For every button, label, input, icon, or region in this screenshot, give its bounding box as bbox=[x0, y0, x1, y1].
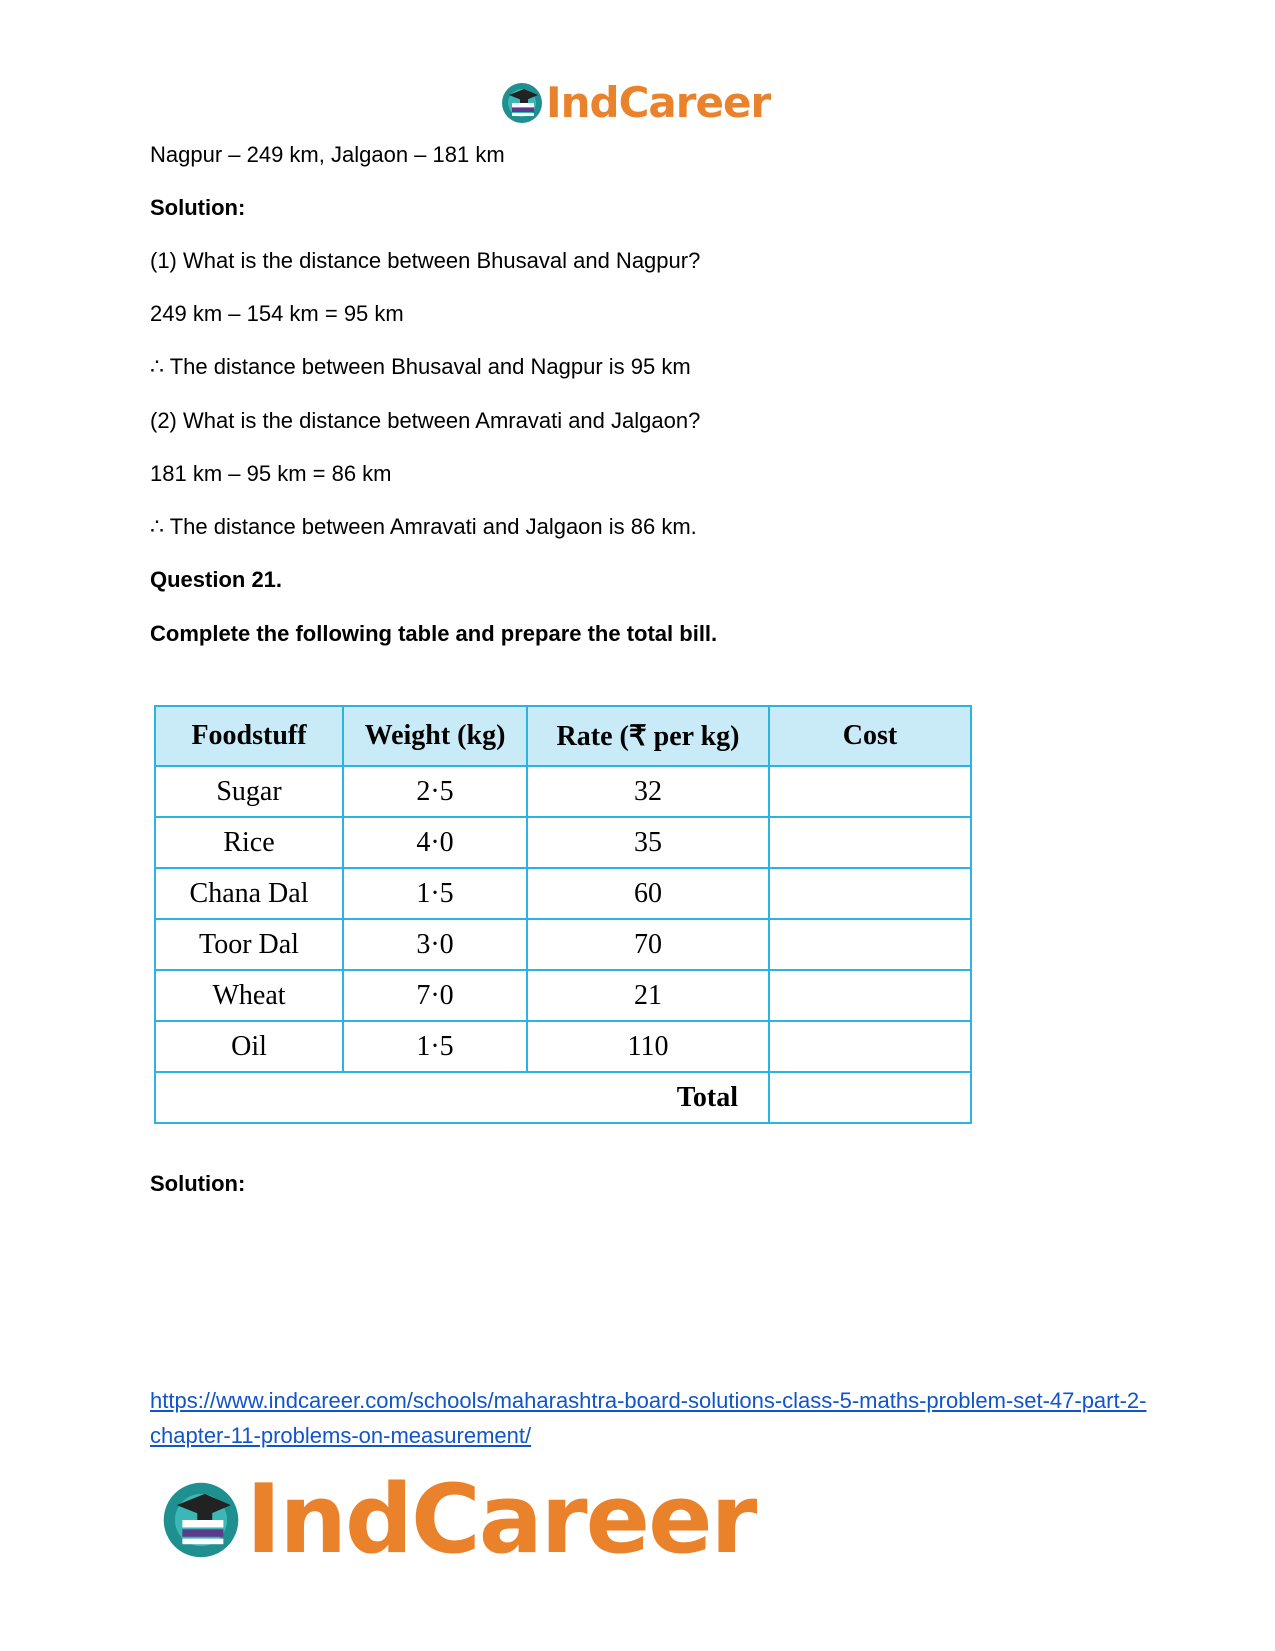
total-value bbox=[769, 1072, 971, 1123]
footer-logo bbox=[160, 1465, 755, 1575]
header-rate: Rate (₹ per kg) bbox=[527, 706, 769, 766]
header-cost: Cost bbox=[769, 706, 971, 766]
cell-weight: 3·0 bbox=[343, 919, 527, 970]
header-logo bbox=[500, 78, 770, 127]
cell-item: Wheat bbox=[155, 970, 343, 1021]
foodstuff-bill-table bbox=[154, 705, 972, 1124]
cell-item: Sugar bbox=[155, 766, 343, 817]
logo-wordmark: IndCareer bbox=[246, 1465, 756, 1575]
header-weight: Weight (kg) bbox=[343, 706, 527, 766]
question-part-1: (1) What is the distance between Bhusaval and Nagpur? bbox=[150, 248, 701, 273]
logo-wordmark: IndCareer bbox=[546, 78, 771, 127]
calculation-2: 181 km – 95 km = 86 km bbox=[150, 461, 392, 486]
cell-rate: 60 bbox=[527, 868, 769, 919]
cell-cost bbox=[769, 970, 971, 1021]
cell-rate: 110 bbox=[527, 1021, 769, 1072]
total-row bbox=[155, 1072, 971, 1123]
header-foodstuff: Foodstuff bbox=[155, 706, 343, 766]
solution-label: Solution: bbox=[150, 195, 246, 220]
total-label: Total bbox=[155, 1072, 769, 1123]
table-row bbox=[155, 970, 971, 1021]
cell-weight: 1·5 bbox=[343, 1021, 527, 1072]
cell-weight: 7·0 bbox=[343, 970, 527, 1021]
cell-rate: 32 bbox=[527, 766, 769, 817]
cell-cost bbox=[769, 1021, 971, 1072]
table-row bbox=[155, 1021, 971, 1072]
cell-weight: 2·5 bbox=[343, 766, 527, 817]
source-url-link[interactable]: https://www.indcareer.com/schools/maharashtra-board-solutions-class-5-maths-problem-set-47-part-2-chapter-11-problems-on-measurement/ bbox=[150, 1388, 1147, 1448]
table-row bbox=[155, 766, 971, 817]
cell-item: Oil bbox=[155, 1021, 343, 1072]
intro-line: Nagpur – 249 km, Jalgaon – 181 km bbox=[150, 142, 505, 167]
cell-rate: 21 bbox=[527, 970, 769, 1021]
question-part-2: (2) What is the distance between Amravati and Jalgaon? bbox=[150, 408, 701, 433]
cell-weight: 1·5 bbox=[343, 868, 527, 919]
cell-item: Toor Dal bbox=[155, 919, 343, 970]
solution-label-2: Solution: bbox=[150, 1171, 246, 1196]
calculation-1: 249 km – 154 km = 95 km bbox=[150, 301, 404, 326]
question-text: Complete the following table and prepare the total bill. bbox=[150, 621, 718, 646]
table-row bbox=[155, 919, 971, 970]
table-header-row bbox=[155, 706, 971, 766]
answer-2: ∴ The distance between Amravati and Jalgaon is 86 km. bbox=[150, 514, 697, 539]
cell-cost bbox=[769, 919, 971, 970]
cell-item: Rice bbox=[155, 817, 343, 868]
cell-weight: 4·0 bbox=[343, 817, 527, 868]
cell-rate: 70 bbox=[527, 919, 769, 970]
cell-item: Chana Dal bbox=[155, 868, 343, 919]
table-row bbox=[155, 817, 971, 868]
cell-cost bbox=[769, 766, 971, 817]
table-row bbox=[155, 868, 971, 919]
graduation-book-icon bbox=[500, 81, 544, 125]
graduation-book-icon bbox=[160, 1479, 242, 1561]
cell-rate: 35 bbox=[527, 817, 769, 868]
cell-cost bbox=[769, 817, 971, 868]
question-number: Question 21. bbox=[150, 567, 283, 592]
cell-cost bbox=[769, 868, 971, 919]
answer-1: ∴ The distance between Bhusaval and Nagpur is 95 km bbox=[150, 354, 691, 379]
